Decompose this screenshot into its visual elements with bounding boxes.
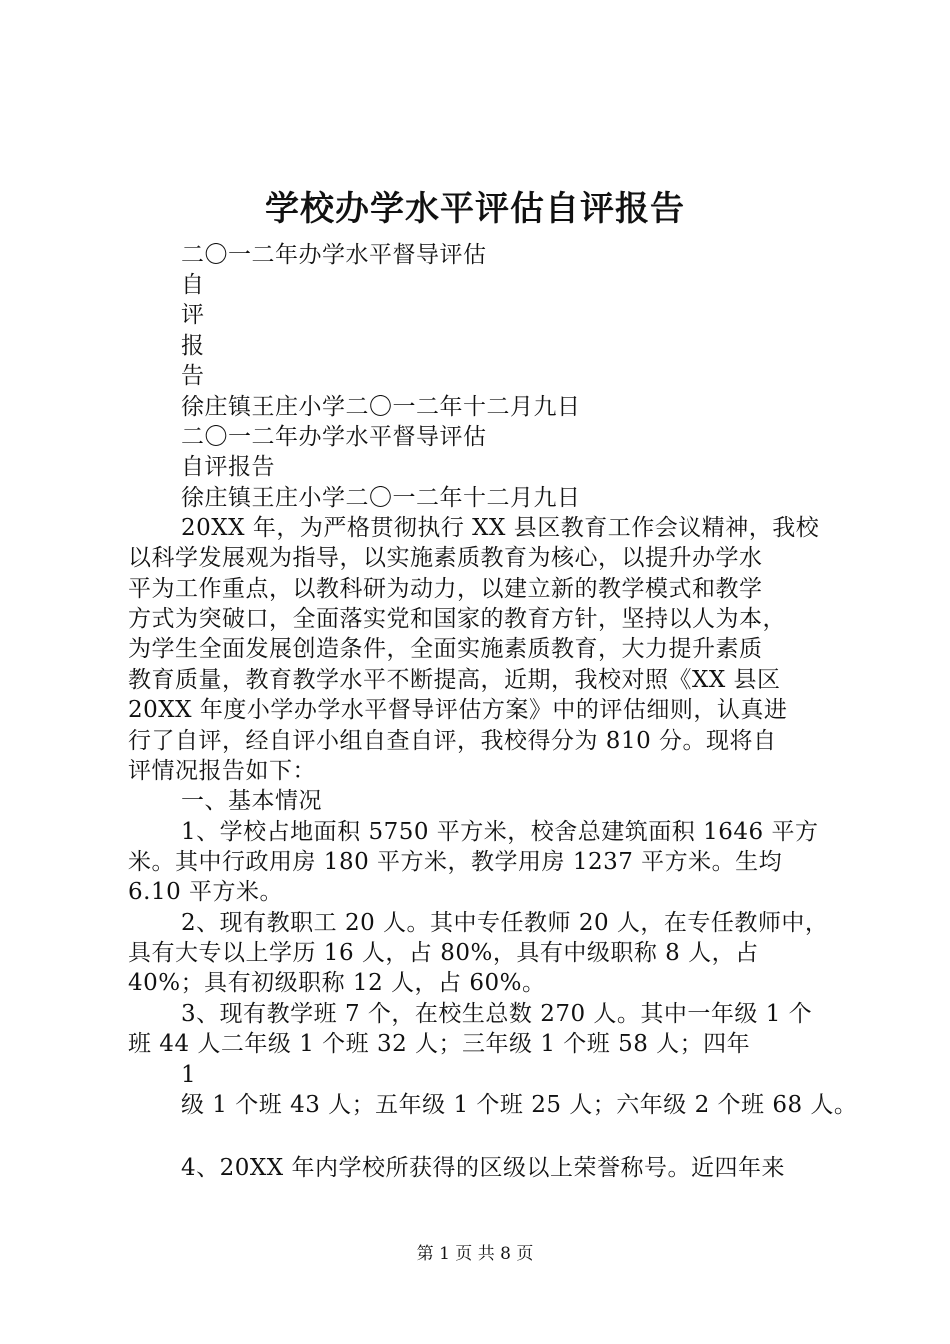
body-paragraph-line: 具有大专以上学历 16 人，占 80%，具有中级职称 8 人，占 bbox=[128, 940, 759, 966]
body-paragraph-line: 教育质量，教育教学水平不断提高，近期，我校对照《XX 县区 bbox=[128, 667, 781, 693]
vertical-char-line: 评 bbox=[181, 302, 205, 328]
report-label-line: 自评报告 bbox=[181, 454, 275, 480]
body-paragraph-line: 2、现有教职工 20 人。其中专任教师 20 人，在专任教师中， bbox=[181, 910, 829, 936]
body-paragraph-line: 评情况报告如下： bbox=[128, 758, 316, 784]
section-heading: 一、基本情况 bbox=[181, 788, 322, 814]
document-title: 学校办学水平评估自评报告 bbox=[265, 189, 685, 229]
body-paragraph-line: 以科学发展观为指导，以实施素质教育为核心，以提升办学水 bbox=[128, 545, 763, 571]
body-paragraph-line: 方式为突破口，全面落实党和国家的教育方针，坚持以人为本， bbox=[128, 606, 786, 632]
body-paragraph-line: 平为工作重点，以教科研为动力，以建立新的教学模式和教学 bbox=[128, 576, 763, 602]
body-paragraph-line: 6.10 平方米。 bbox=[128, 879, 284, 905]
vertical-char-line: 报 bbox=[181, 333, 205, 359]
body-paragraph-line: 米。其中行政用房 180 平方米，教学用房 1237 平方米。生均 bbox=[128, 849, 783, 875]
body-paragraph-line: 20XX 年，为严格贯彻执行 XX 县区教育工作会议精神，我校 bbox=[181, 515, 820, 541]
body-paragraph-line: 4、20XX 年内学校所获得的区级以上荣誉称号。近四年来 bbox=[181, 1155, 785, 1181]
body-paragraph-line: 为学生全面发展创造条件，全面实施素质教育，大力提升素质 bbox=[128, 636, 763, 662]
school-date-line: 徐庄镇王庄小学二〇一二年十二月九日 bbox=[181, 485, 581, 511]
body-paragraph-line: 1、学校占地面积 5750 平方米，校舍总建筑面积 1646 平方 bbox=[181, 819, 819, 845]
school-date-line: 徐庄镇王庄小学二〇一二年十二月九日 bbox=[181, 394, 581, 420]
body-paragraph-line: 级 1 个班 43 人；五年级 1 个班 25 人；六年级 2 个班 68 人。 bbox=[181, 1092, 858, 1118]
vertical-char-line: 告 bbox=[181, 363, 205, 389]
body-paragraph-line: 行了自评，经自评小组自查自评，我校得分为 810 分。现将自 bbox=[128, 728, 777, 754]
body-paragraph-line: 20XX 年度小学办学水平督导评估方案》中的评估细则，认真进 bbox=[128, 697, 788, 723]
subtitle-line: 二〇一二年办学水平督导评估 bbox=[181, 242, 487, 268]
page-number-footer: 第 1 页 共 8 页 bbox=[416, 1244, 534, 1264]
body-paragraph-line: 班 44 人二年级 1 个班 32 人；三年级 1 个班 58 人；四年 bbox=[128, 1031, 751, 1057]
vertical-char-line: 自 bbox=[181, 272, 205, 298]
body-paragraph-line: 3、现有教学班 7 个，在校生总数 270 人。其中一年级 1 个 bbox=[181, 1001, 813, 1027]
subtitle-line: 二〇一二年办学水平督导评估 bbox=[181, 424, 487, 450]
body-paragraph-line: 40%；具有初级职称 12 人，占 60%。 bbox=[128, 970, 546, 996]
stray-number-line: 1 bbox=[181, 1062, 197, 1088]
